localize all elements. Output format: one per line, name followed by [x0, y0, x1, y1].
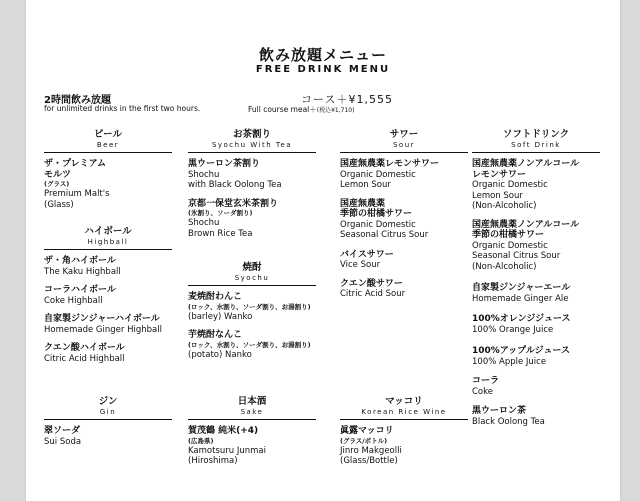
sake-heading-ja: 日本酒 [237, 396, 267, 407]
item-name-ja: 国産無農薬ノンアルコール レモンサワー [472, 159, 580, 180]
menu-item [472, 314, 600, 335]
menu-item [188, 159, 316, 191]
item-name-ja: 芋焼酎なんこ [188, 330, 243, 340]
highball-heading-ja: ハイボール [84, 226, 132, 237]
sake-heading [188, 396, 316, 420]
item-name-en: Organic Domestic Lemon Sour (Non-Alcoholic) [472, 180, 548, 211]
highball-heading [44, 226, 172, 250]
section-gin [44, 396, 172, 447]
item-name-en: Vice Sour [340, 260, 381, 270]
menu-item [340, 159, 468, 191]
item-name-ja: コーラ [472, 376, 500, 386]
menu-item [188, 292, 316, 322]
item-name-en: Homemade Ginger Ale [472, 293, 569, 304]
ochawari-heading-ja: お茶割り [232, 129, 271, 140]
beer-heading-ja: ビール [94, 129, 122, 140]
shochu-heading-ja: 焼酎 [242, 262, 262, 273]
menu-item [472, 406, 600, 427]
plan-price: コース＋¥1,555 [301, 93, 393, 106]
menu-item [472, 346, 600, 367]
menu-item [44, 256, 172, 277]
item-name-ja: 自家製ジンジャーエール [472, 283, 571, 293]
item-name-ja: クエン酸サワー [340, 278, 403, 289]
section-highball [44, 226, 172, 364]
item-name-ja: 京都一保堂玄米茶割り [188, 198, 279, 209]
item-note: (ロック、水割り、ソーダ割り、お湯割り) [188, 302, 311, 311]
item-name-en: 100% Apple Juice [472, 356, 547, 367]
makgeolli-heading-en: Korean Rice Wine [361, 408, 447, 416]
gin-heading [44, 396, 172, 420]
item-name-en: Homemade Ginger Highball [44, 324, 162, 335]
softdrink-heading-en: Soft Drink [511, 141, 561, 149]
item-name-ja: 眞露マッコリ [340, 426, 394, 436]
sour-heading [340, 129, 468, 153]
item-name-ja: 100%アップルジュース [472, 346, 570, 356]
plan-note: for unlimited drinks in the first two hours. [44, 104, 201, 113]
item-name-en: Organic Domestic Seasonal Citrus Sour (Non-Alcoholic) [472, 240, 561, 272]
item-note: (グラス) [44, 180, 70, 188]
sour-heading-en: Sour [392, 141, 416, 149]
item-name-en: (potato) Nanko [188, 349, 252, 360]
menu-item [188, 426, 316, 467]
item-name-ja: 黒ウーロン茶 [472, 406, 527, 416]
section-beer [44, 129, 172, 210]
plan-name: 2時間飲み放題 [44, 95, 111, 106]
item-name-en: Shochu with Black Oolong Tea [188, 169, 282, 190]
makgeolli-heading-ja: マッコリ [385, 396, 423, 407]
menu-item [472, 283, 600, 304]
plan-price-en: Full course meal＋(税込¥1,710) [248, 105, 355, 114]
makgeolli-heading [340, 396, 468, 420]
menu-item [188, 330, 316, 360]
menu-subtitle: FREE DRINK MENU [255, 64, 391, 75]
item-name-ja: コーラハイボール [44, 285, 116, 295]
gin-heading-en: Gin [99, 408, 117, 416]
item-note: (広島県) [188, 436, 214, 445]
item-name-ja: ザ・プレミアム モルツ [44, 159, 107, 180]
plan-price-tax: (税込¥1,710) [316, 107, 355, 114]
item-name-en: 100% Orange Juice [472, 324, 554, 335]
item-name-ja: バイスサワー [340, 249, 394, 260]
item-name-ja: クエン酸ハイボール [44, 343, 125, 353]
menu-title: 飲み放題メニュー [258, 46, 387, 64]
gin-heading-ja: ジン [98, 396, 118, 407]
item-name-en: Organic Domestic Lemon Sour [340, 169, 416, 190]
section-sake [188, 396, 316, 467]
section-sour [340, 129, 468, 300]
menu-item [472, 220, 600, 273]
menu-item [340, 279, 468, 300]
menu-item [44, 285, 172, 306]
item-name-en: Shochu Brown Rice Tea [188, 218, 253, 239]
item-note: (ロック、水割り、ソーダ割り、お湯割り) [188, 340, 311, 349]
sake-heading-en: Sake [240, 408, 264, 416]
item-name-ja: 賀茂鶴 純米(+4) [188, 426, 259, 436]
menu-item [472, 376, 600, 397]
item-name-en: The Kaku Highball [44, 266, 121, 277]
softdrink-heading [472, 129, 600, 153]
shochu-heading-en: Syochu [234, 274, 270, 282]
menu-item [340, 426, 468, 467]
menu-item [44, 426, 172, 447]
item-name-en: Jinro Makgeolli (Glass/Bottle) [340, 445, 402, 466]
shochu-heading [188, 262, 316, 286]
item-name-ja: 自家製ジンジャーハイボール [44, 314, 160, 324]
item-name-en: Citric Acid Highball [44, 353, 125, 364]
menu-item [44, 314, 172, 335]
item-name-ja: 国産無農薬レモンサワー [340, 159, 440, 169]
sour-heading-ja: サワー [389, 129, 419, 140]
item-name-en: (barley) Wanko [188, 311, 253, 322]
item-name-en: Coke [472, 386, 493, 397]
item-note: (グラス/ボトル) [340, 436, 388, 445]
item-name-ja: 国産無農薬 季節の柑橘サワー [340, 198, 413, 219]
ochawari-heading [188, 129, 316, 153]
item-name-en: Premium Malt's (Glass) [44, 189, 110, 210]
menu-sheet [26, 0, 620, 501]
item-name-ja: 黒ウーロン茶割り [188, 159, 261, 169]
menu-item [188, 199, 316, 240]
item-name-ja: 翠ソーダ [44, 426, 81, 436]
item-name-ja: 100%オレンジジュース [472, 314, 571, 324]
section-softdrink [472, 129, 600, 427]
menu-item [340, 199, 468, 241]
item-name-en: Coke Highball [44, 295, 103, 306]
section-makgeolli [340, 396, 468, 467]
item-note: (氷割り、ソーダ割り) [188, 209, 253, 217]
item-name-en: Organic Domestic Seasonal Citrus Sour [340, 219, 429, 240]
item-name-en: Black Oolong Tea [472, 416, 545, 427]
menu-item [44, 159, 172, 210]
menu-item [340, 250, 468, 271]
beer-heading-en: Beer [96, 141, 120, 149]
item-name-ja: 国産無農薬ノンアルコール 季節の柑橘サワー [472, 219, 580, 240]
item-name-en: Sui Soda [44, 436, 82, 447]
highball-heading-en: Highball [87, 238, 129, 246]
beer-heading [44, 129, 172, 153]
section-shochu [188, 262, 316, 360]
item-name-ja: 麦焼酎わんこ [188, 292, 243, 302]
ochawari-heading-en: Syochu With Tea [211, 141, 293, 149]
softdrink-heading-ja: ソフトドリンク [502, 129, 570, 140]
item-name-ja: ザ・角ハイボール [44, 256, 116, 266]
menu-item [44, 343, 172, 364]
menu-item [472, 159, 600, 212]
item-name-en: Citric Acid Sour [340, 289, 406, 299]
item-name-en: Kamotsuru Junmai (Hiroshima) [188, 445, 266, 466]
section-ochawari [188, 129, 316, 239]
